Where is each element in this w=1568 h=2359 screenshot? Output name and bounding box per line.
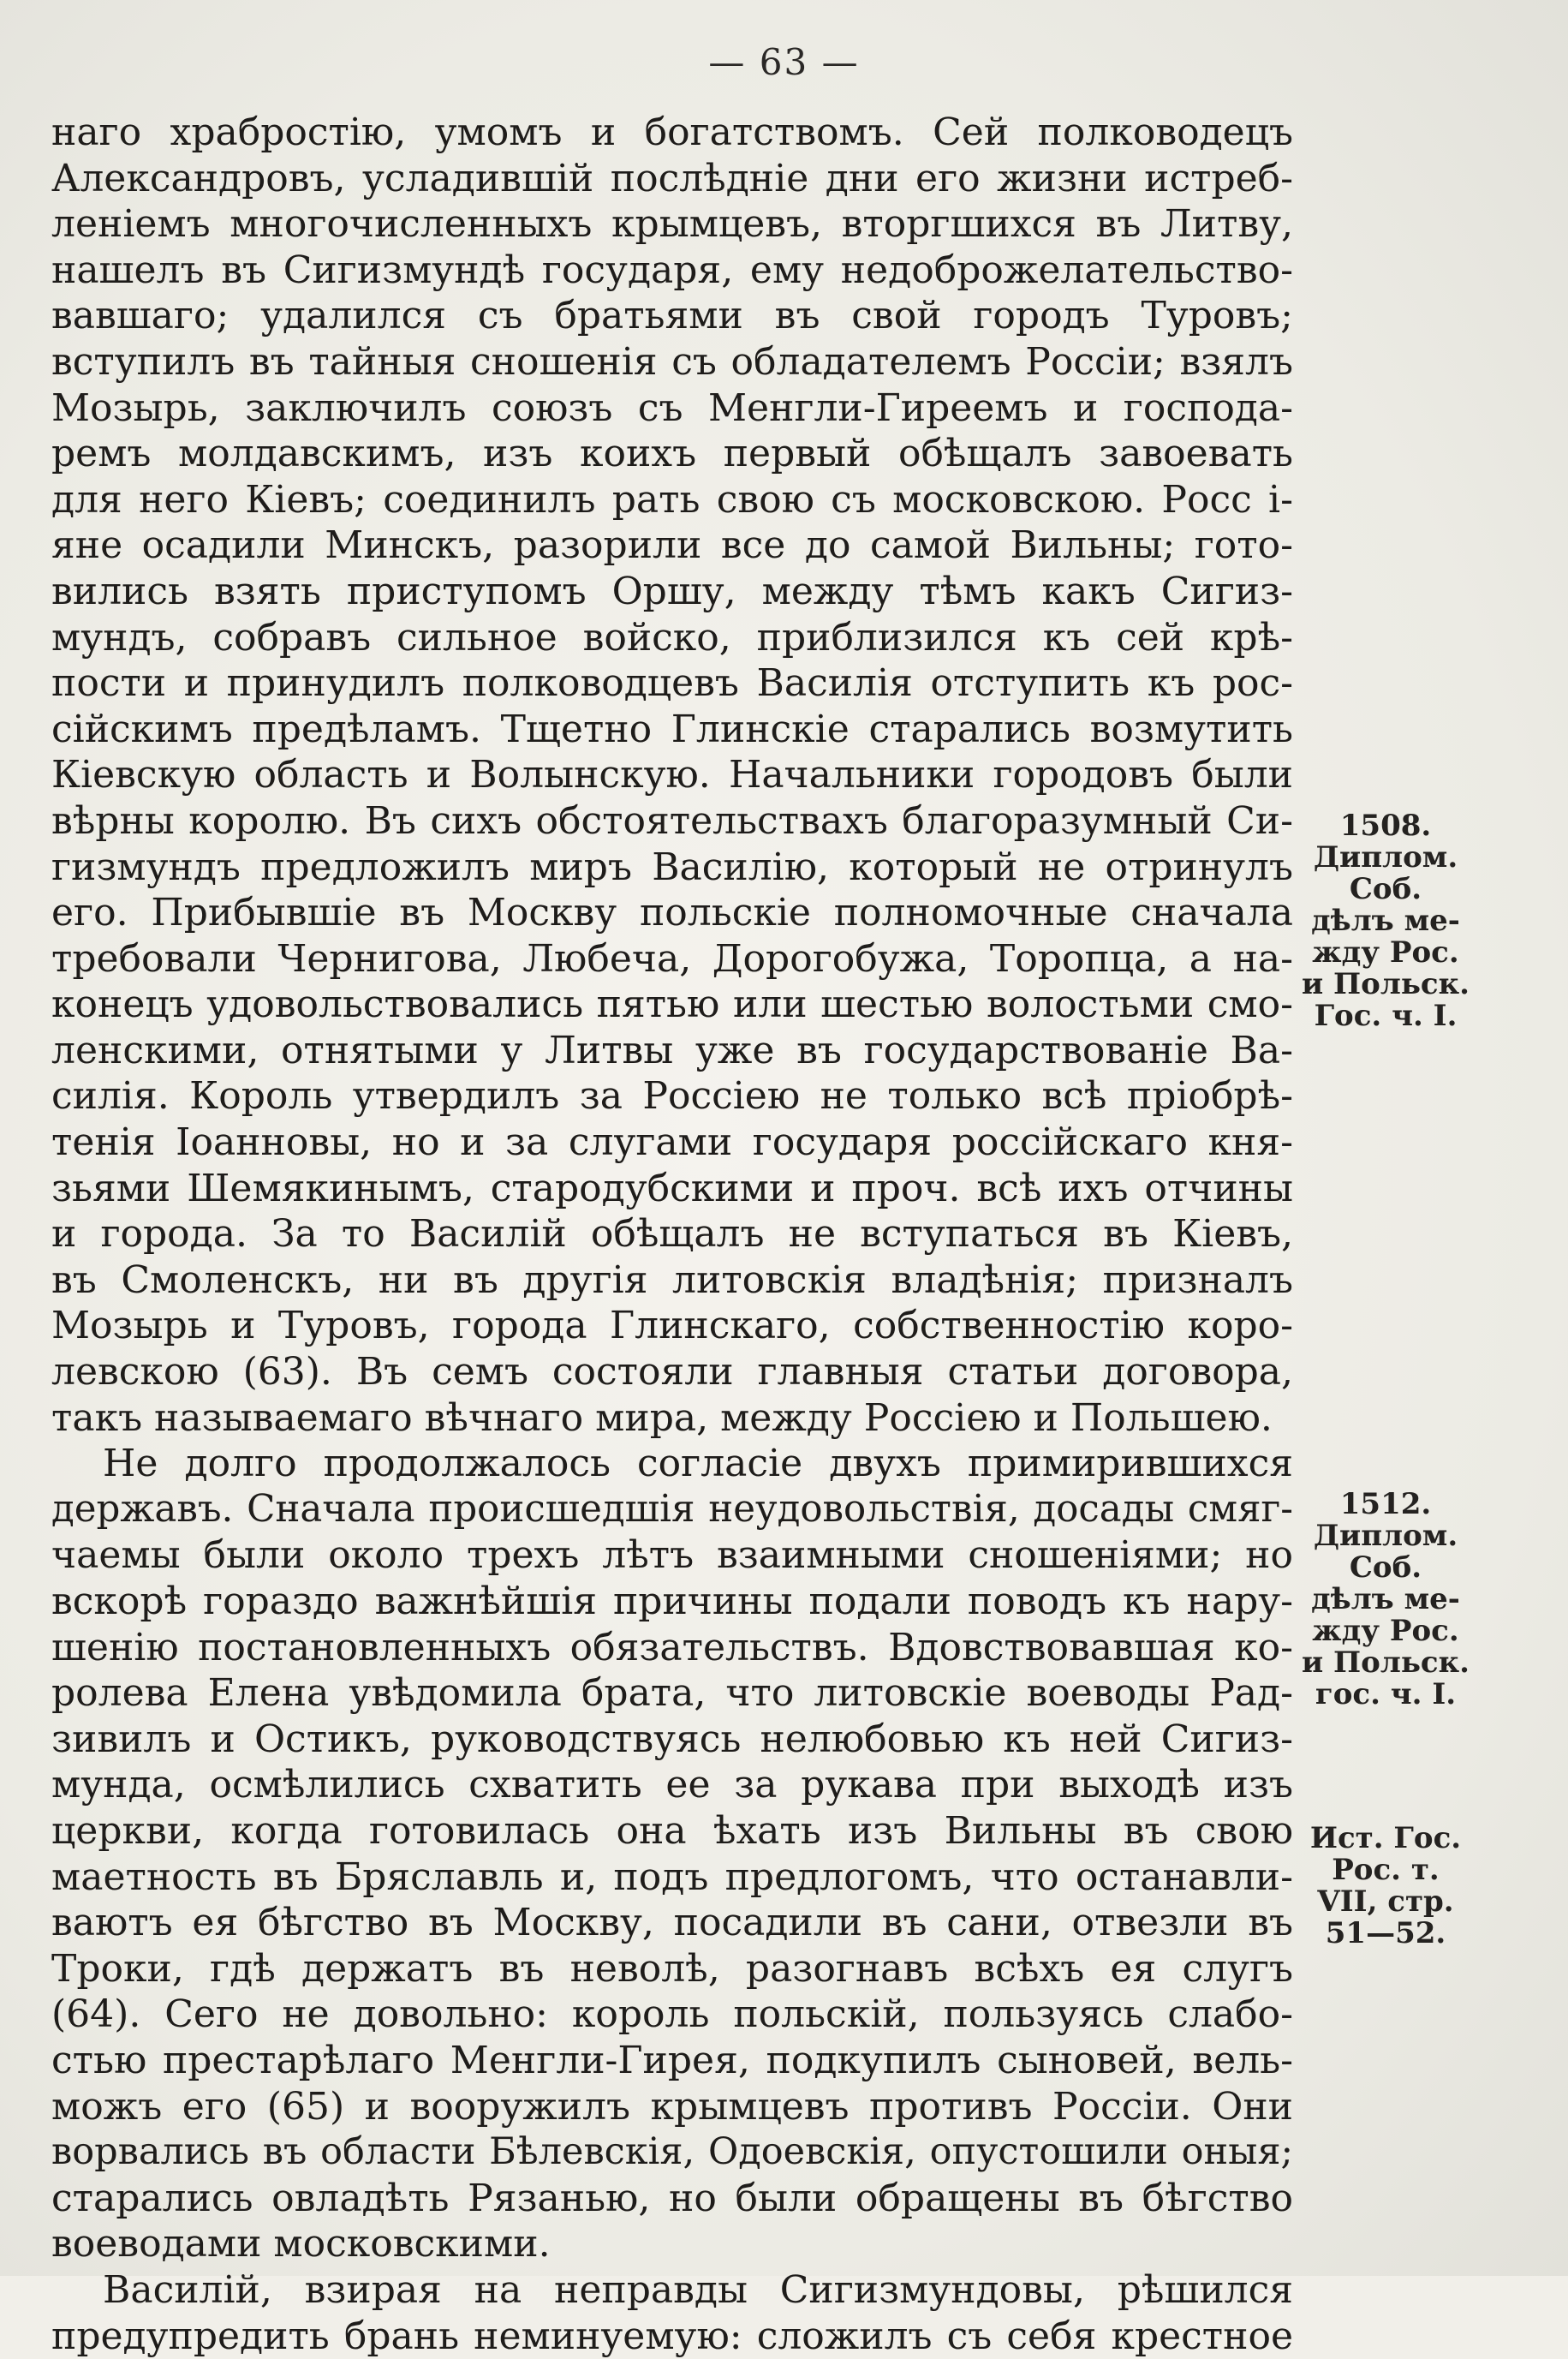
text-line: въ Смоленскъ, ни въ другія литовскія владѣнія; призналъ <box>51 1257 1293 1304</box>
margin-note-source <box>1300 1823 1471 1950</box>
margin-note-line: Соб. <box>1300 1552 1471 1584</box>
margin-note-line: Ист. Гос. <box>1300 1823 1471 1854</box>
text-line: леніемъ многочисленныхъ крымцевъ, вторгшихся въ Литву, <box>51 201 1293 248</box>
text-line: мунда, осмѣлились схватить ее за рукава при выходѣ изъ <box>51 1762 1293 1808</box>
margin-note-line: 1512. <box>1300 1489 1471 1520</box>
text-line: вѣрны королю. Въ сихъ обстоятельствахъ благоразумный Си- <box>51 798 1293 845</box>
text-line: стью престарѣлаго Менгли-Гирея, подкупилъ сыновей, вель- <box>51 2038 1293 2084</box>
margin-note-line: дѣлъ ме- <box>1300 905 1471 937</box>
text-line: гизмундъ предложилъ миръ Василію, который не отринулъ <box>51 845 1293 891</box>
margin-note-line: Соб. <box>1300 874 1471 905</box>
text-line: ремъ молдавскимъ, изъ коихъ первый обѣщалъ завоевать <box>51 431 1293 477</box>
text-line: Мозырь, заключилъ союзъ съ Менгли-Гиреемъ и господа- <box>51 385 1293 432</box>
text-line: Не долго продолжалось согласіе двухъ примирившихся <box>51 1441 1293 1487</box>
margin-note-line: и Польск. <box>1300 1647 1471 1679</box>
text-line: для него Кіевъ; соединилъ рать свою съ московскою. Росс і- <box>51 477 1293 523</box>
text-line: чаемы были около трехъ лѣтъ взаимными сношеніями; но <box>51 1532 1293 1579</box>
text-line: державъ. Сначала происшедшія неудовольствія, досады смяг- <box>51 1487 1293 1533</box>
margin-note-line: 51—52. <box>1300 1918 1471 1950</box>
text-line: нашелъ въ Сигизмундѣ государя, ему недоброжелательство- <box>51 248 1293 294</box>
text-line: ролева Елена увѣдомила брата, что литовскіе воеводы Рад- <box>51 1670 1293 1717</box>
text-line: вились взять приступомъ Оршу, между тѣмъ какъ Сигиз- <box>51 569 1293 615</box>
margin-note-line: Рос. т. <box>1300 1854 1471 1886</box>
text-line: воеводами московскими. <box>51 2221 1293 2267</box>
text-line: ворвались въ области Бѣлевскія, Одоевскія, опустошили оныя; <box>51 2129 1293 2176</box>
page-number: — 63 — <box>0 41 1568 83</box>
text-line: ленскими, отнятыми у Литвы уже въ государствованіе Ва- <box>51 1028 1293 1074</box>
text-line: вступилъ въ тайныя сношенія съ обладателемъ Россіи; взялъ <box>51 339 1293 385</box>
text-line: церкви, когда готовилась она ѣхать изъ Вильны въ свою <box>51 1808 1293 1854</box>
text-line: яне осадили Минскъ, разорили все до самой Вильны; гото- <box>51 523 1293 569</box>
text-line: вскорѣ гораздо важнѣйшія причины подали поводъ къ нару- <box>51 1579 1293 1625</box>
margin-note-line: Диплом. <box>1300 842 1471 874</box>
margin-note-line: дѣлъ ме- <box>1300 1584 1471 1615</box>
text-line: ваютъ ея бѣгство въ Москву, посадили въ сани, отвезли въ <box>51 1900 1293 1946</box>
text-line: требовали Чернигова, Любеча, Дорогобужа, Торопца, а на- <box>51 936 1293 982</box>
text-line: предупредить брань неминуемую: сложилъ съ себя крестное <box>51 2314 1293 2359</box>
text-line: левскою (63). Въ семъ состояли главныя статьи договора, <box>51 1349 1293 1395</box>
margin-note-1508 <box>1300 810 1471 1032</box>
text-line: маетность въ Бряславль и, подъ предлогомъ, что останавли- <box>51 1854 1293 1901</box>
text-line: такъ называемаго вѣчнаго мира, между Россіею и Польшею. <box>51 1395 1293 1442</box>
text-line: силія. Король утвердилъ за Россіею не только всѣ пріобрѣ- <box>51 1073 1293 1120</box>
margin-note-line: жду Рос. <box>1300 937 1471 969</box>
text-line: Кіевскую область и Волынскую. Начальники городовъ были <box>51 752 1293 798</box>
margin-note-1512 <box>1300 1489 1471 1711</box>
margin-note-line: VII, стр. <box>1300 1886 1471 1918</box>
margin-note-line: гос. ч. I. <box>1300 1679 1471 1711</box>
margin-note-line: Гос. ч. I. <box>1300 1000 1471 1032</box>
text-line: старались овладѣть Рязанью, но были обращены въ бѣгство <box>51 2176 1293 2222</box>
text-line: зивилъ и Остикъ, руководствуясь нелюбовью къ ней Сигиз- <box>51 1717 1293 1763</box>
text-line: сійскимъ предѣламъ. Тщетно Глинскіе старались возмутить <box>51 707 1293 753</box>
text-line: зьями Шемякинымъ, стародубскими и проч. всѣ ихъ отчины <box>51 1166 1293 1212</box>
text-line: Александровъ, усладившій послѣдніе дни его жизни истреб- <box>51 156 1293 202</box>
margin-note-line: жду Рос. <box>1300 1615 1471 1647</box>
text-line: и города. За то Василій обѣщалъ не вступаться въ Кіевъ, <box>51 1211 1293 1257</box>
text-line: Мозырь и Туровъ, города Глинскаго, собственностію коро- <box>51 1303 1293 1349</box>
margin-note-line: Диплом. <box>1300 1520 1471 1552</box>
margin-note-line: и Польск. <box>1300 969 1471 1000</box>
text-line: конецъ удовольствовались пятью или шестью волостьми смо- <box>51 982 1293 1028</box>
text-line: вавшаго; удалился съ братьями въ свой городъ Туровъ; <box>51 293 1293 339</box>
text-line: мундъ, собравъ сильное войско, приблизился къ сей крѣ- <box>51 615 1293 661</box>
body-text <box>51 110 1293 2359</box>
text-line: шенію постановленныхъ обязательствъ. Вдовствовавшая ко- <box>51 1625 1293 1671</box>
text-line: Василій, взирая на неправды Сигизмундовы, рѣшился <box>51 2267 1293 2314</box>
text-line: наго храбростію, умомъ и богатствомъ. Сей полководецъ <box>51 110 1293 156</box>
text-line: Троки, гдѣ держатъ въ неволѣ, разогнавъ всѣхъ ея слугъ <box>51 1946 1293 1992</box>
margin-note-line: 1508. <box>1300 810 1471 842</box>
text-line: пости и принудилъ полководцевъ Василія отступить къ рос- <box>51 660 1293 707</box>
text-line: его. Прибывшіе въ Москву польскіе полномочные сначала <box>51 890 1293 936</box>
text-line: можъ его (65) и вооружилъ крымцевъ противъ Россіи. Они <box>51 2084 1293 2130</box>
text-line: (64). Сего не довольно: король польскій, пользуясь слабо- <box>51 1992 1293 2038</box>
text-line: тенія Іоанновы, но и за слугами государя россійскаго кня- <box>51 1120 1293 1166</box>
